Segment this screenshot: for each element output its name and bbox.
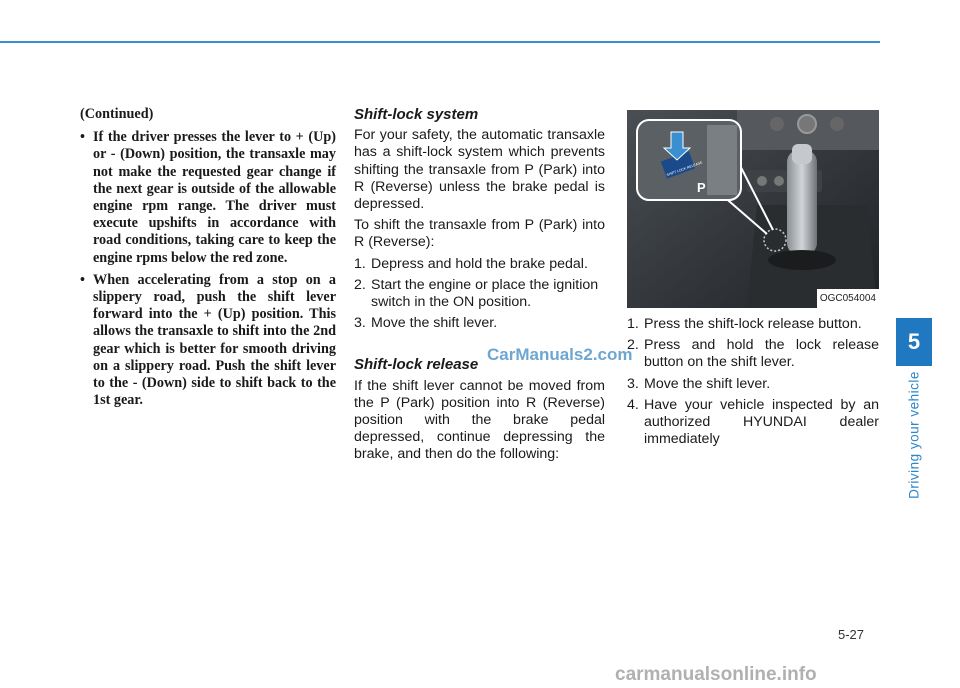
shift-lock-release-text: If the shift lever cannot be moved from the P (Park) position into R (Reverse) position with the brake pedal depressed, continue depressing the brake, and then do the following: (354, 377, 605, 463)
list-item: 2. Start the engine or place the ignition switch in the ON position. (354, 276, 599, 311)
release-steps (627, 316, 879, 448)
header-rule (0, 41, 880, 43)
shift-lock-heading: Shift-lock system (354, 106, 479, 123)
continued-label: (Continued) (80, 106, 154, 122)
page-number: 5-27 (838, 627, 865, 642)
list-item: 1. Press the shift-lock release button. (627, 316, 862, 332)
watermark-top: CarManuals2.com (487, 345, 633, 364)
inset-park-letter: P (697, 180, 706, 195)
inset-release-label: SHIFT LOCK RELEASE (666, 160, 703, 178)
shift-lock-intro: For your safety, the automatic transaxle has a shift-lock system which prevents shifting the transaxle from P (Park) into R (Reverse) unless the brake pedal is depressed. (354, 127, 605, 213)
chapter-title-vertical (900, 372, 928, 498)
list-item: 1. Depress and hold the brake pedal. (354, 255, 588, 272)
column-figure (627, 110, 879, 452)
column-continued (80, 106, 336, 414)
column-shift-lock (354, 106, 605, 468)
list-item: 2. Press and hold the lock release button on the shift lever. (627, 337, 879, 371)
watermark-bottom: carmanualsonline.info (615, 664, 817, 685)
shift-lock-steps (354, 256, 605, 333)
chapter-title: Driving your vehicle (906, 371, 922, 499)
figure-code: OGC054004 (817, 289, 879, 308)
chapter-tab: 5 (896, 318, 932, 366)
caution-bullet-updown: • If the driver presses the lever to + (Up) or - (Down) position, the transaxle may not make the requested gear change if the next gear is outside of the allowable engine rpm range. The driver must execute upshifts in accordance with road conditions, taking care to keep the engine rpms below the red zone. (80, 129, 336, 267)
shift-console-illustration (627, 110, 879, 308)
caution-list (80, 129, 336, 409)
list-item: 3. Move the shift lever. (354, 315, 498, 332)
list-item: 3. Move the shift lever. (627, 375, 771, 392)
list-item: 4. Have your vehicle inspected by an authorized HYUNDAI dealer immediately (627, 396, 879, 448)
shift-lock-instruction: To shift the transaxle from P (Park) into R (Reverse): (354, 217, 605, 251)
shift-lever-photo (627, 110, 879, 308)
caution-bullet-slippery: • When accelerating from a stop on a slippery road, push the shift lever forward into the + (Up) position. This allows the transaxle to shift into the 2nd gear which is better for smooth driving on a slippery road. Push the shift lever to the - (Down) side to shift back to the 1st gear. (80, 272, 336, 410)
shift-lock-release-heading: Shift-lock release (354, 356, 479, 374)
